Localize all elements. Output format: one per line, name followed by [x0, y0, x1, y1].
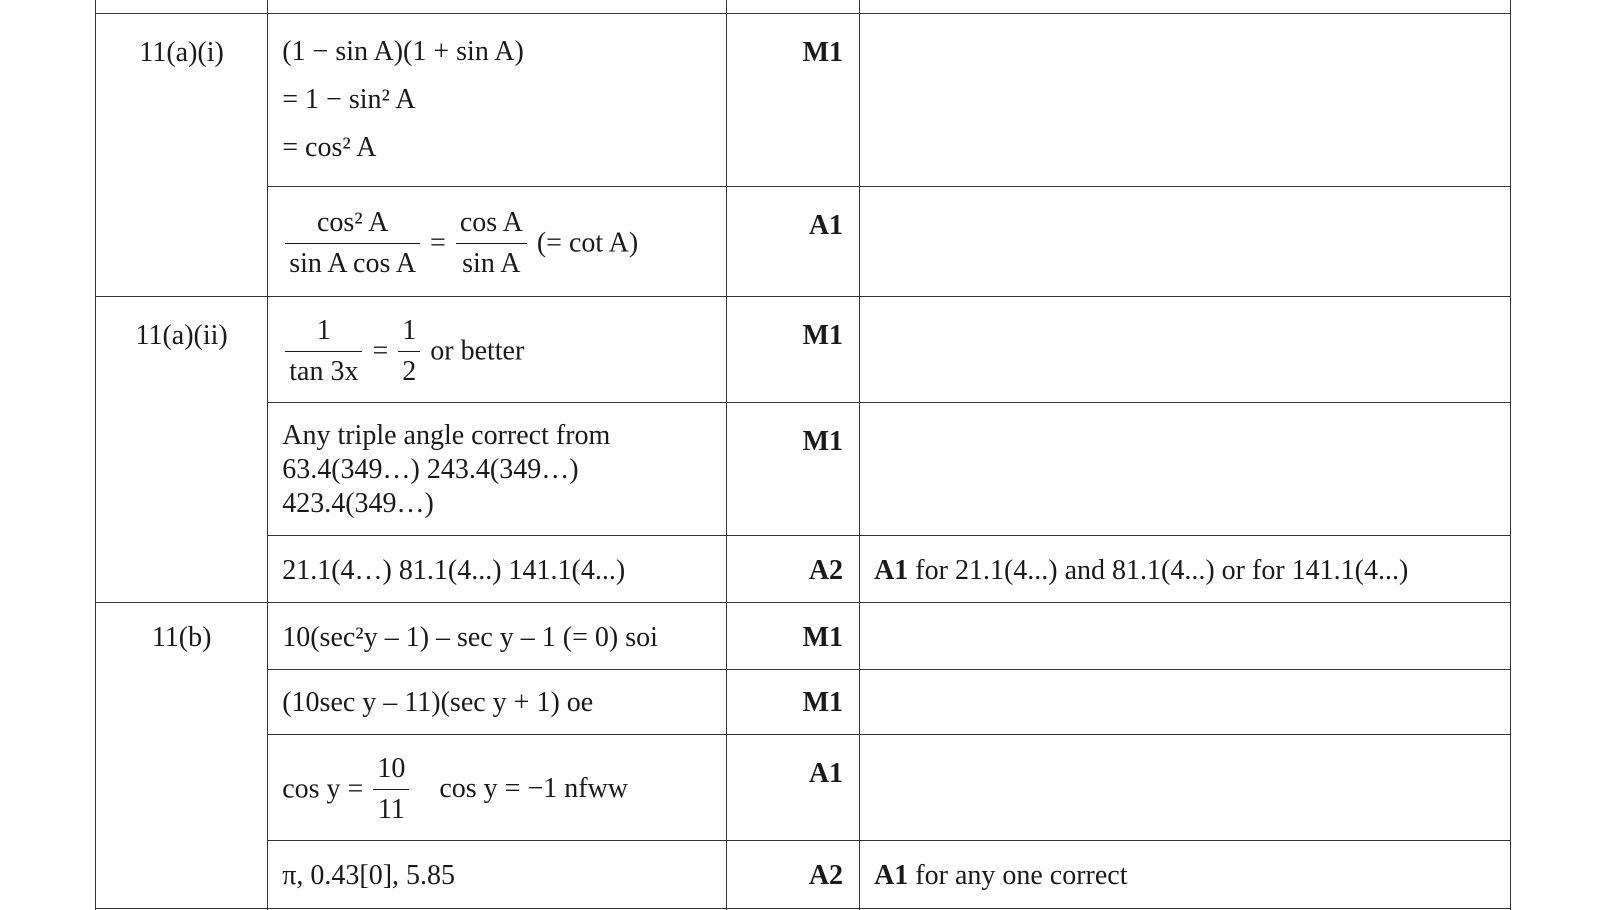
fraction-numerator: cos A — [456, 207, 527, 244]
answer-line: π, 0.43[0], 5.85 — [282, 859, 456, 891]
answer-line: Any triple angle correct from — [282, 420, 611, 451]
answer-cell — [268, 297, 727, 403]
fraction — [373, 753, 409, 826]
fraction-numerator: cos² A — [285, 207, 420, 244]
question-cell — [96, 602, 268, 908]
guidance-mark: A1 — [874, 859, 909, 891]
answer-line: = cos² A — [282, 132, 377, 163]
fraction — [285, 315, 362, 388]
guidance-cell — [860, 0, 1511, 14]
guidance-cell — [860, 669, 1511, 734]
marks-cell: M1 — [726, 669, 859, 734]
question-cell — [96, 0, 268, 14]
answer-tail: cos y = −1 nfww — [439, 773, 629, 805]
question-number: 11(a)(i) — [139, 37, 224, 68]
table-row — [96, 297, 1511, 403]
answer-line: (1 − sin A)(1 + sin A) — [282, 36, 524, 67]
table-row — [96, 187, 1511, 297]
guidance-cell — [860, 14, 1511, 187]
answer-cell — [268, 0, 727, 14]
answer-cell — [268, 734, 727, 840]
marks-cell: A2 — [726, 840, 859, 908]
marks-cell — [726, 0, 859, 14]
fraction-denominator: 2 — [402, 356, 417, 387]
guidance-cell — [860, 602, 1511, 669]
fraction-numerator: 1 — [398, 315, 420, 352]
answer-cell — [268, 14, 727, 187]
answer-line: 10(sec²y – 1) – sec y – 1 (= 0) soi — [282, 621, 658, 653]
answer-prefix: cos y = — [282, 773, 364, 805]
guidance-mark: A1 — [874, 555, 909, 586]
question-cell — [96, 14, 268, 297]
table-row — [96, 536, 1511, 603]
answer-line: (10sec y – 11)(sec y + 1) oe — [282, 686, 594, 718]
answer-tail: or better — [430, 335, 525, 367]
fraction-denominator: sin A cos A — [289, 248, 417, 279]
question-cell — [96, 297, 268, 603]
guidance-cell — [860, 536, 1511, 603]
answer-cell — [268, 669, 727, 734]
question-number: 11(b) — [151, 621, 212, 653]
marks-cell: M1 — [726, 403, 859, 536]
marks-cell: M1 — [726, 297, 859, 403]
mark-scheme-table — [95, 0, 1511, 910]
answer-cell — [268, 187, 727, 297]
table-row — [96, 840, 1511, 908]
answer-line: 63.4(349…) 243.4(349…) — [282, 454, 579, 485]
table-row — [96, 403, 1511, 536]
fraction-denominator: tan 3x — [289, 356, 359, 387]
guidance-text: for any one correct — [915, 859, 1128, 891]
fraction-numerator: 1 — [285, 315, 362, 352]
guidance-cell — [860, 403, 1511, 536]
equals-sign: = — [430, 227, 446, 259]
question-number: 11(a)(ii) — [135, 320, 228, 351]
guidance-cell — [860, 297, 1511, 403]
equals-sign: = — [372, 335, 389, 367]
answer-line: 423.4(349…) — [282, 488, 434, 519]
table-row — [96, 734, 1511, 840]
answer-cell — [268, 536, 727, 603]
table-row — [96, 602, 1511, 669]
marks-cell: A2 — [726, 536, 859, 603]
answer-tail: (= cot A) — [536, 227, 639, 259]
marks-cell: M1 — [726, 14, 859, 187]
guidance-cell — [860, 734, 1511, 840]
fraction-denominator: sin A — [462, 248, 521, 279]
table-row — [96, 14, 1511, 187]
guidance-cell — [860, 840, 1511, 908]
answer-line: 21.1(4…) 81.1(4...) 141.1(4...) — [282, 555, 626, 586]
answer-line: = 1 − sin² A — [282, 84, 416, 115]
fraction-numerator: 10 — [373, 753, 409, 790]
answer-cell — [268, 602, 727, 669]
marks-cell: M1 — [726, 602, 859, 669]
answer-cell — [268, 840, 727, 908]
marks-cell: A1 — [726, 734, 859, 840]
fraction — [456, 207, 527, 280]
fraction — [398, 315, 420, 388]
guidance-cell — [860, 187, 1511, 297]
fraction — [285, 207, 420, 280]
table-row-previous — [96, 0, 1511, 14]
table-row — [96, 669, 1511, 734]
marks-cell: A1 — [726, 187, 859, 297]
fraction-denominator: 11 — [377, 793, 405, 825]
guidance-text: for 21.1(4...) and 81.1(4...) or for 141.1(4...) — [915, 555, 1409, 586]
answer-cell — [268, 403, 727, 536]
